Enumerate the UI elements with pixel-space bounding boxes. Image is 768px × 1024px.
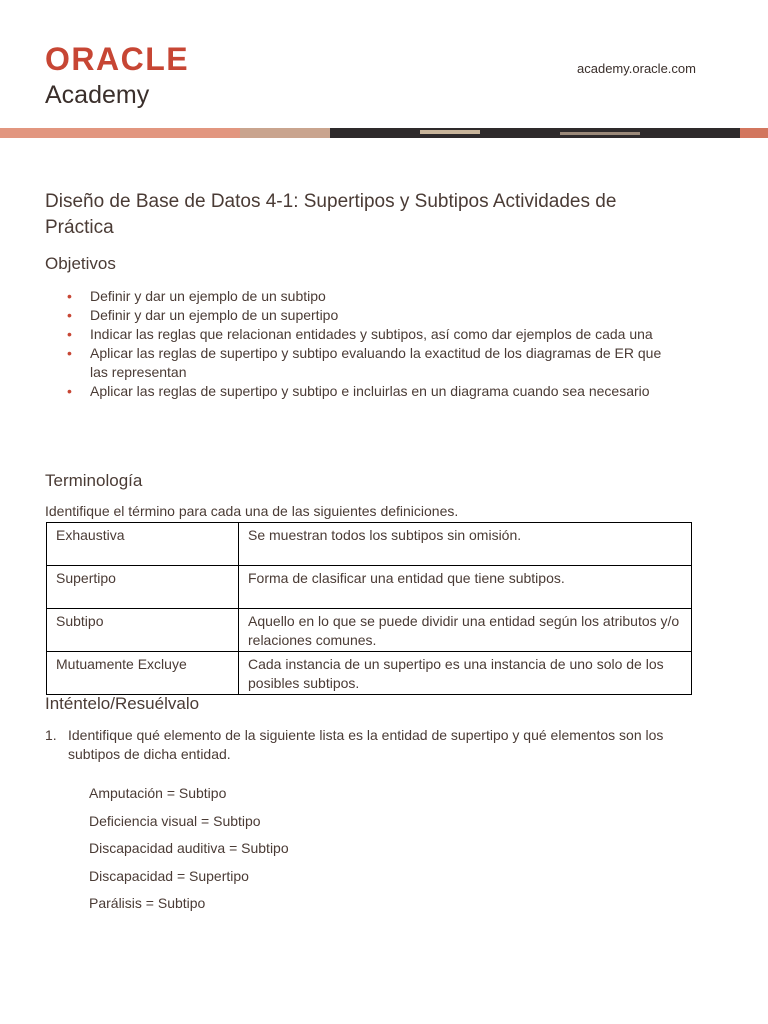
table-row <box>47 652 692 695</box>
term-cell: Exhaustiva <box>47 523 239 566</box>
table-row <box>47 609 692 652</box>
definition-cell: Se muestran todos los subtipos sin omisión. <box>239 523 692 566</box>
answer-line: Parálisis = Subtipo <box>89 895 206 911</box>
objectives-list <box>90 287 680 401</box>
answer-line: Discapacidad auditiva = Subtipo <box>89 840 289 856</box>
oracle-academy-logo <box>45 42 189 110</box>
list-item: • Aplicar las reglas de supertipo y subtipo e incluirlas en un diagrama cuando sea necesario <box>90 382 680 401</box>
term-cell: Supertipo <box>47 566 239 609</box>
definition-cell: Cada instancia de un supertipo es una instancia de uno solo de los posibles subtipos. <box>239 652 692 695</box>
try-it-heading: Inténtelo/Resuélvalo <box>45 694 200 713</box>
term-cell: Subtipo <box>47 609 239 652</box>
terminology-table <box>46 522 692 695</box>
answer-line: Discapacidad = Supertipo <box>89 867 249 884</box>
page-title: Diseño de Base de Datos 4-1: Supertipos y Subtipos Actividades de Práctica <box>45 191 617 238</box>
list-item: • Aplicar las reglas de supertipo y subtipo evaluando la exactitud de los diagramas de ER que las representan <box>90 344 680 382</box>
exercise-text: Identifique qué elemento de la siguiente lista es la entidad de supertipo y qué elementos son los subtipos de dicha entidad. <box>68 727 664 762</box>
terminology-intro: Identifique el término para cada una de las siguientes definiciones. <box>45 503 459 519</box>
term-cell: Mutuamente Excluye <box>47 652 239 695</box>
exercise-item <box>45 726 715 764</box>
definition-cell: Forma de clasificar una entidad que tiene subtipos. <box>239 566 692 609</box>
objectives-heading: Objetivos <box>45 254 116 273</box>
answer-line: Amputación = Subtipo <box>89 785 227 801</box>
answers-list <box>89 784 289 922</box>
logo-sub: Academy <box>45 81 150 109</box>
table-row <box>47 566 692 609</box>
logo-brand: ORACLE <box>45 41 190 77</box>
list-item: • Definir y dar un ejemplo de un subtipo <box>90 287 680 306</box>
decorative-banner <box>0 128 768 138</box>
list-item: • Definir y dar un ejemplo de un supertipo <box>90 306 680 325</box>
terminology-heading: Terminología <box>45 471 143 490</box>
list-item: • Indicar las reglas que relacionan entidades y subtipos, así como dar ejemplos de cada una <box>90 325 680 344</box>
answer-line: Deficiencia visual = Subtipo <box>89 812 261 829</box>
exercise-number: 1. <box>45 727 57 743</box>
table-row <box>47 523 692 566</box>
site-url: academy.oracle.com <box>577 61 696 76</box>
definition-cell: Aquello en lo que se puede dividir una entidad según los atributos y/o relaciones comunes. <box>239 609 692 652</box>
